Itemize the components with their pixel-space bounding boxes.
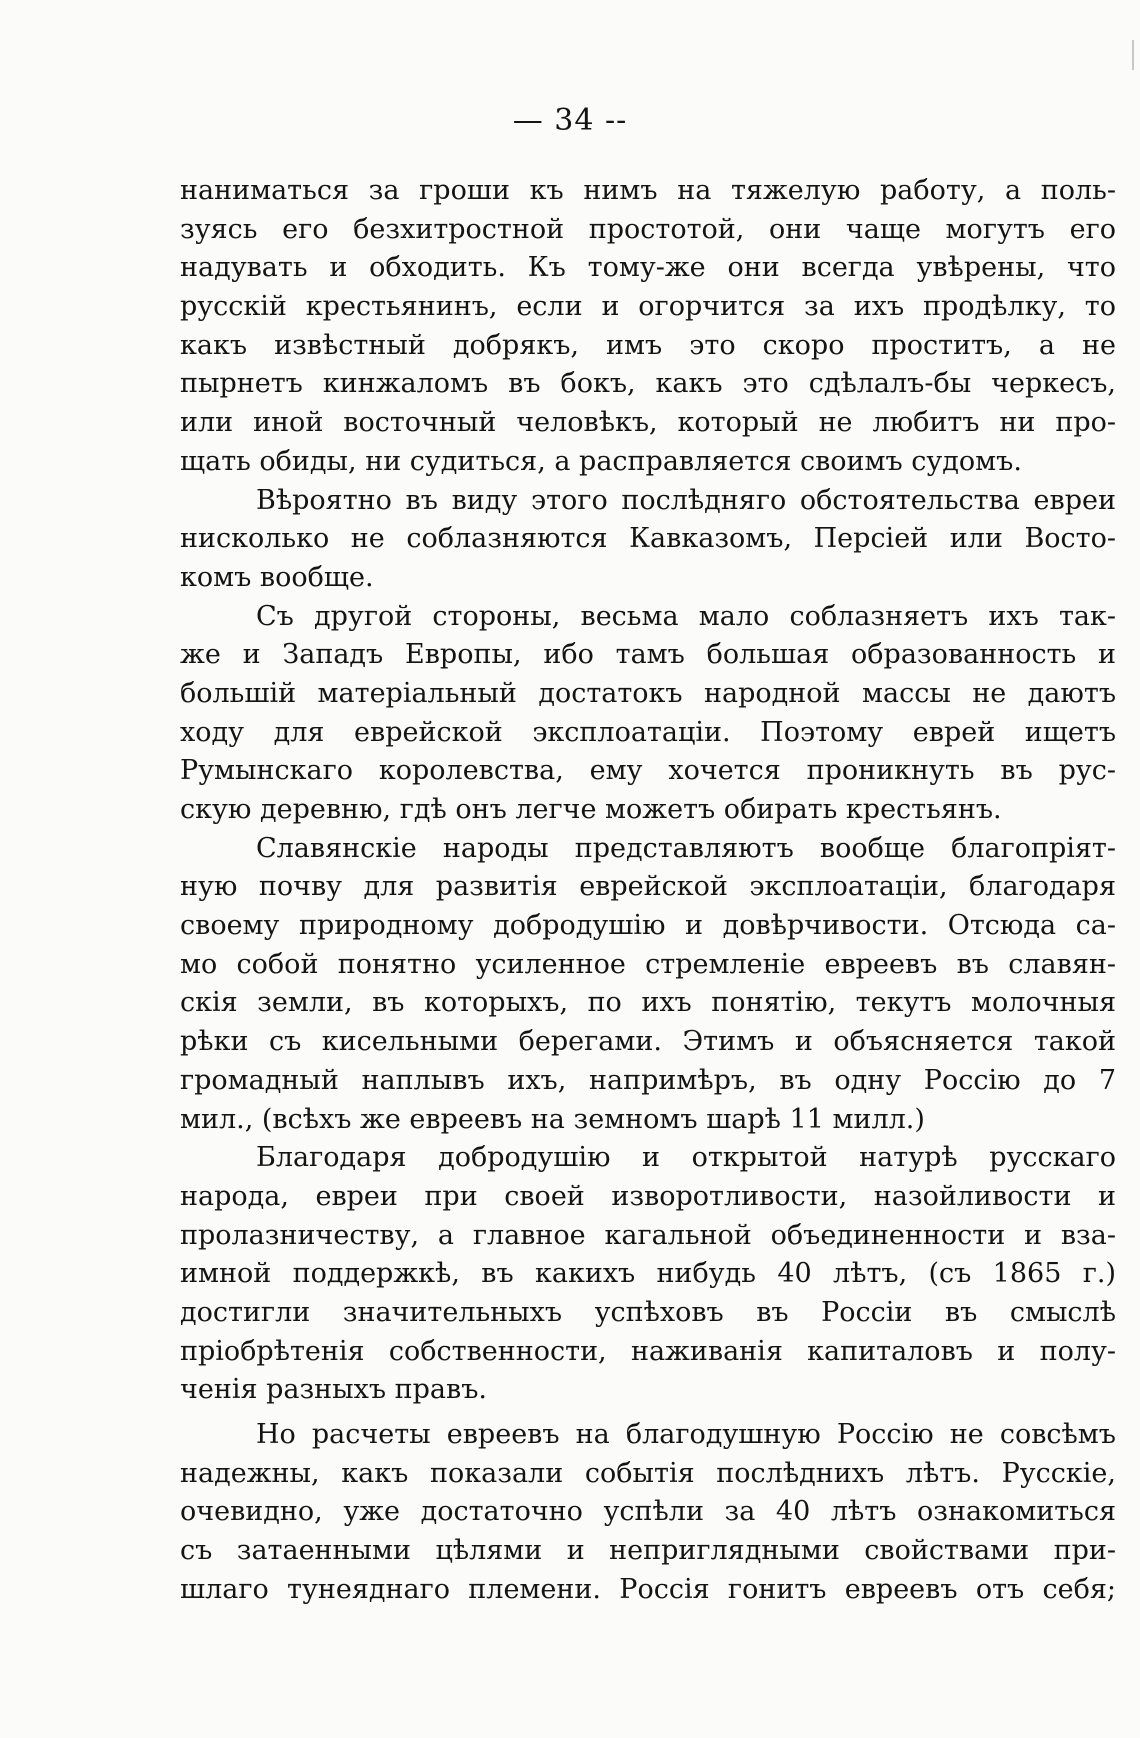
text-line: или иной восточный человѣкъ, который не любитъ ни про- [180,407,1116,439]
text-line: надежны, какъ показали событія послѣднихъ лѣтъ. Русскіе, [180,1457,1116,1489]
text-line: рѣки съ кисельными берегами. Этимъ и объясняется такой [180,1026,1116,1058]
text-line: достигли значительныхъ успѣховъ въ Россіи въ смыслѣ [180,1296,1116,1328]
text-line: имной поддержкѣ, въ какихъ нибудь 40 лѣтъ, (съ 1865 г.) [180,1258,1116,1290]
text-line: громадный наплывъ ихъ, напримѣръ, въ одну Россію до 7 [180,1064,1116,1096]
text-line: Съ другой стороны, весьма мало соблазняетъ ихъ так- [256,600,1116,632]
text-line: мил., (всѣхъ же евреевъ на земномъ шарѣ 11 милл.) [180,1103,925,1135]
text-line: съ затаенными цѣлями и неприглядными свойствами при- [180,1535,1116,1567]
text-line: надувать и обходить. Къ тому-же они всегда увѣрены, что [180,252,1116,284]
text-line: большій матеріальный достатокъ народной массы не даютъ [180,677,1116,709]
text-line: пролазничеству, а главное кагальной объединенности и вза- [180,1219,1116,1251]
text-line: очевидно, уже достаточно успѣли за 40 лѣтъ ознакомиться [180,1496,1116,1528]
text-line: комъ вообще. [180,561,374,593]
page-edge-mark [1132,40,1134,70]
text-line: какъ извѣстный добрякъ, имъ это скоро проститъ, а не [180,329,1116,361]
page-number: — 34 -- [512,103,628,138]
text-line: пырнетъ кинжаломъ въ бокъ, какъ это сдѣлалъ-бы черкесъ, [180,368,1116,400]
text-line: пріобрѣтенія собственности, наживанія капиталовъ и полу- [180,1335,1116,1367]
text-line: своему природному добродушію и довѣрчивости. Отсюда са- [180,910,1116,942]
text-line: Славянскіе народы представляютъ вообще благопріят- [256,832,1116,864]
text-line: зуясь его безхитростной простотой, они чаще могутъ его [180,213,1116,245]
text-line: щать обиды, ни судиться, а расправляется своимъ судомъ. [180,445,1022,477]
text-line: нисколько не соблазняются Кавказомъ, Персіей или Восто- [180,523,1116,555]
text-line: народа, евреи при своей изворотливости, назойливости и [180,1180,1116,1212]
text-line: шлаго тунеяднаго племени. Россія гонитъ евреевъ отъ себя; [180,1573,1116,1605]
text-line: мо собой понятно усиленное стремленіе евреевъ въ славян- [180,948,1116,980]
text-line: Румынскаго королевства, ему хочется проникнуть въ рус- [180,755,1116,787]
text-line: ную почву для развитія еврейской эксплоатаціи, благодаря [180,871,1116,903]
text-line: же и Западъ Европы, ибо тамъ большая образованность и [180,639,1116,671]
text-line: Но расчеты евреевъ на благодушную Россію не совсѣмъ [256,1419,1116,1450]
text-line: русскій крестьянинъ, если и огорчится за ихъ продѣлку, то [180,291,1116,323]
text-line: наниматься за гроши къ нимъ на тяжелую работу, а поль- [180,175,1116,206]
text-line: ченія разныхъ правъ. [180,1374,487,1406]
text-line: Благодаря добродушію и открытой натурѣ русскаго [256,1142,1116,1174]
body-text [180,172,1116,1609]
text-line: скія земли, въ которыхъ, по ихъ понятію, текутъ молочныя [180,987,1116,1019]
text-line: Вѣроятно въ виду этого послѣдняго обстоятельства евреи [256,484,1116,516]
text-line: ходу для еврейской эксплоатаціи. Поэтому еврей ищетъ [180,716,1116,748]
text-line: скую деревню, гдѣ онъ легче можетъ обирать крестьянъ. [180,794,1002,825]
